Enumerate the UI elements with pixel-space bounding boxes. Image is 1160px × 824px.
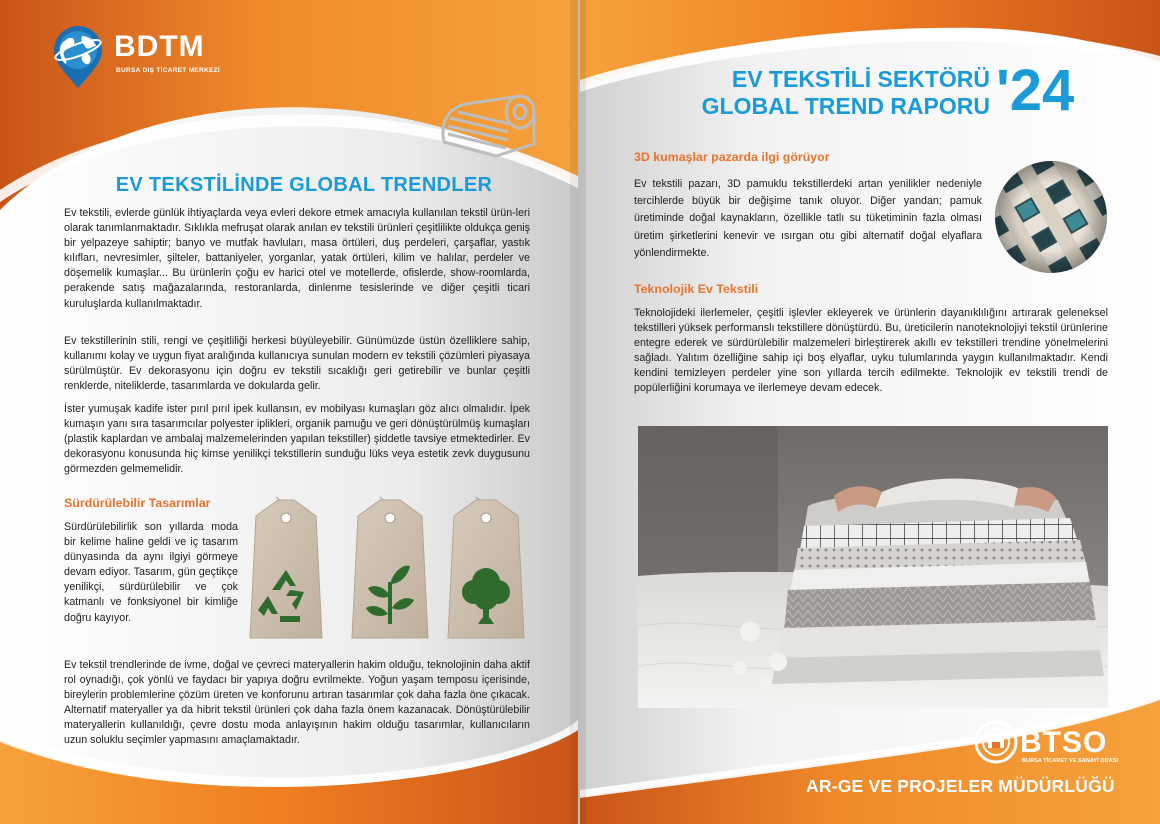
footer-department: AR-GE VE PROJELER MÜDÜRLÜĞÜ [806,776,1115,796]
btso-logo [974,720,1134,770]
sprout-tag [352,497,428,638]
knitted-fabric-photo [994,160,1108,274]
section-tech-paragraph: Teknolojideki ilerlemeler, çeşitli işlevler ekleyerek ve ürünlerin dayanıklılığını artırarak geleneksel tekstilleri yüksek performanslı tekstillere dönüştürdü. Bu, üreticilerin nanoteknolojiyi tekstil ürünlerine entegre ederek ve sürdürülebilir malzemeleri birleştirerek akıllı ev tekstilleri trendine yönelmelerini sağladı. Yalıtım özelliğine sahip içi boş elyaflar, uyku tulumlarında yaygın kullanılmaktadır. Kendi kendini temizleyen perdeler yine son yıllarda tercih edilmekte. Teknolojik ev tekstili trendi de popülerliğini korumaya ve ilerlemeye devam edecek. [634,307,1108,395]
tree-tag [448,497,524,638]
folded-textiles-photo [638,426,1108,708]
recycle-tag [250,497,322,638]
bdtm-subtitle: BURSA DIŞ TİCARET MERKEZİ [116,67,221,74]
report-title-line2: GLOBAL TREND RAPORU [701,93,990,119]
bdtm-name: BDTM [114,30,205,63]
eco-tags-illustration [246,496,532,644]
page-title: EV TEKSTİLİNDE GLOBAL TRENDLER [115,174,493,196]
section-3d-heading: 3D kumaşlar pazarda ilgi görüyor [634,150,830,164]
sustainable-paragraph: Sürdürülebilirlik son yıllarda moda bir kelime haline geldi ve iç tasarım dünyasında da aynı ilgiyi görmeye devam ediyor. Tasarım, gün geçtikçe yenilikçi, sürdürülebilir ve çok katmanlı ve fonksiyonel bir kimliğe doğru kayıyor. [64,521,238,624]
section-tech-heading: Teknolojik Ev Tekstili [634,282,759,296]
report-title-line1: EV TEKSTİLİ SEKTÖRÜ [731,66,990,92]
btso-subtitle: BURSA TİCARET VE SANAYİ ODASI [1022,758,1118,764]
fabric-paragraph: İster yumuşak kadife ister pırıl pırıl ipek kullansın, ev mobilyası kumaşları göz alıcı olmalıdır. İpek kumaşın yanı sıra tasarımcılar polyester iplikleri, organik pamuğu ve geri dönüştürülmüş kumaşları (plastik kaplardan ve ambalaj malzemelerinden yapılan tekstiller) şiddetle tavsiye etmektedirler. Ev dekorasyonu konusunda hiç kimse yenilikçi tekstillerin sunduğu lüks veya estetik zevk duygusunu görmezden gelmemelidir. [64,403,530,476]
sustainable-heading: Sürdürülebilir Tasarımlar [64,496,211,510]
btso-seal-icon [974,720,1018,764]
report-year: '24 [996,58,1075,123]
section-3d-paragraph: Ev tekstili pazarı, 3D pamuklu tekstillerdeki artan yenilikler nedeniyle tercihlerde büyük bir değişime tanık oluyor. Diğer yandan; pamuk üretiminde doğal kaynakların, özellikle tatlı su tüketiminin fazla olması üretim şirketlerini kenevir ve ısırgan otu gibi alternatif doğal elyaflara yönlendirmekte. [634,178,982,259]
report-title [690,66,990,120]
bdtm-logo [50,26,230,86]
intro-paragraph: Ev tekstili, evlerde günlük ihtiyaçlarda veya evleri dekore etmek amacıyla kullanılan tekstil ürün-leri olarak tanımlanmaktadır. Sıklıkla mefruşat olarak anılan ev tekstili ürünleri çeşitlilikte oldukça geniş bir yelpazeye sahiptir; banyo ve mutfak havluları, masa örtüleri, duş perdeleri, çarşaflar, yastık kılıfları, nevresimler, şilteler, battaniyeler, yorganlar, yatak örtüleri, kilim ve halılar, perdeler ve döşemelik kumaşlar... Bu ürünlerin çoğu ev harici otel ve motellerde, ofislerde, show-roomlarda, perakende satış mağazalarında, restoranlarda, dinlenme tesislerinde ve diğer çeşitli ticari kuruluşlarda kullanılmaktadır. [64,207,530,310]
fabric-roll-icon [436,92,546,162]
btso-name: BTSO [1020,726,1108,759]
globe-pin-icon [50,26,106,90]
trend-paragraph: Ev tekstil trendlerinde de ivme, doğal ve çevreci materyallerin hakim olduğu, teknolojinin daha aktif rol oynadığı, çok yönlü ve faydacı bir yapıya doğru evrilmekte. Yoğun yaşam temposu içerisinde, bireylerin problemlerine çözüm üreten ve konforunu artıran tasarımlar çok daha fazla öne çıkacak. Alternatif materyaller ya da hibrit tekstil ürünleri çok daha fazla önem kazanacak. Dönüştürülebilir materyallerin kullanıldığı, çevre dostu moda anlayışının hakim olduğu tasarımlar, kullanıcıların uzun soluklu seçimler yapmasını amaçlamaktadır. [64,659,530,747]
style-paragraph: Ev tekstillerinin stili, rengi ve çeşitliliği herkesi büyüleyebilir. Günümüzde üstün özelliklere sahip, kullanımı kolay ve uygun fiyat aralığında kullanıcıya sunulan modern ev tekstili çözümleri piyasaya sürülmüştür. Ev dekorasyonu için doğru ev tekstili sıcaklığı geri getirebilir ve bunlar çeşitli renklerde, niteliklerde, tasarımlarda ve dokularda gelir. [64,335,530,393]
